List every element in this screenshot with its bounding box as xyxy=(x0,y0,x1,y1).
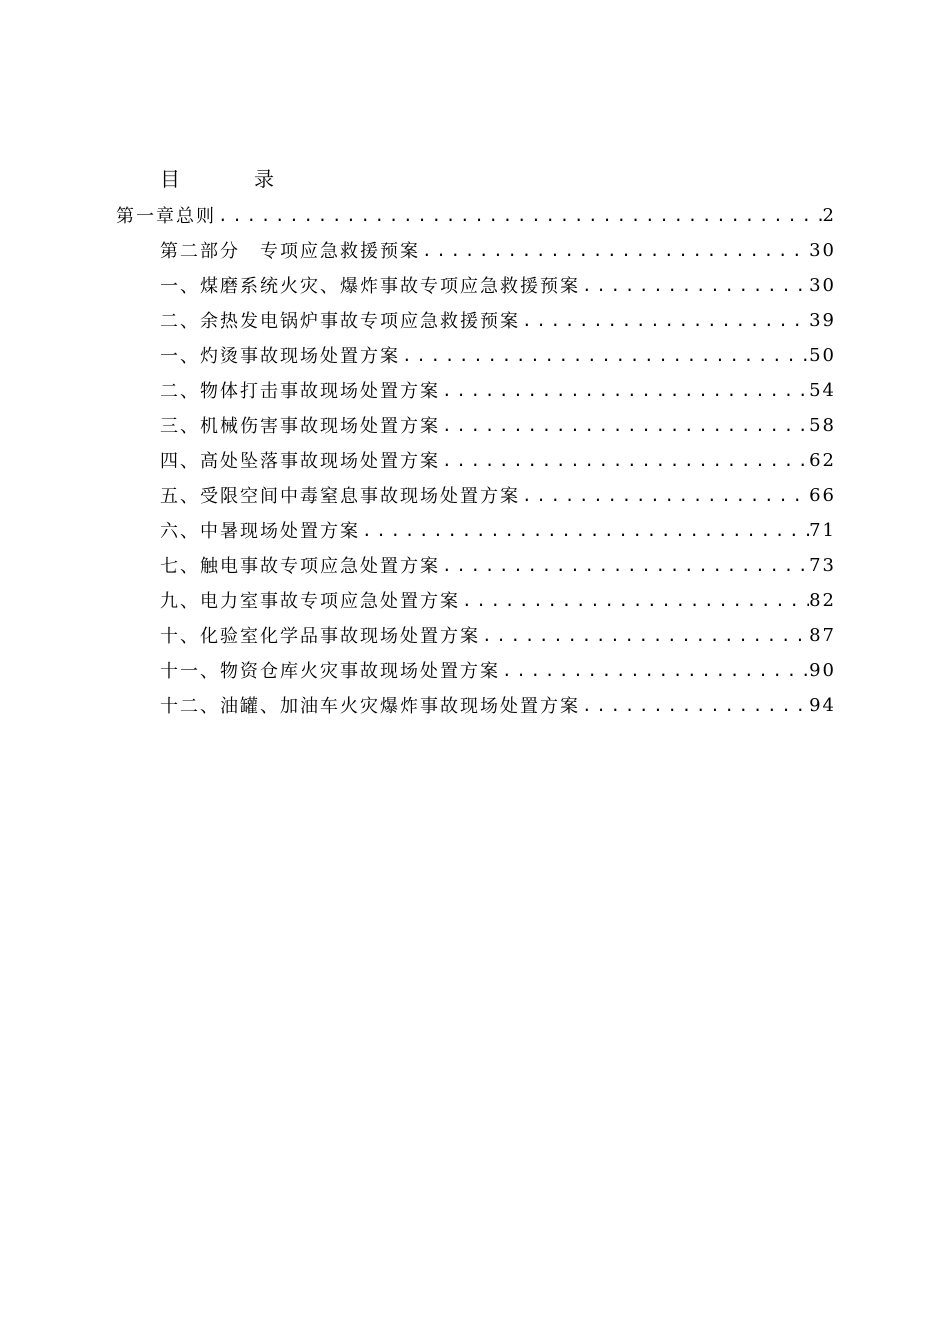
toc-entry[interactable] xyxy=(116,198,836,232)
toc-entry-label: 七、触电事故专项应急处置方案 xyxy=(160,556,440,577)
toc-entry[interactable] xyxy=(160,653,836,687)
toc-entry-page: 39 xyxy=(809,309,836,331)
toc-entry-label: 十二、油罐、加油车火灾爆炸事故现场处置方案 xyxy=(160,696,580,717)
dot-leader xyxy=(400,346,809,365)
dot-leader xyxy=(440,451,809,470)
toc-entry-page: 54 xyxy=(809,379,836,401)
toc-entry-label: 一、煤磨系统火灾、爆炸事故专项应急救援预案 xyxy=(160,276,580,297)
toc-entry-page: 2 xyxy=(822,204,836,226)
toc-title-part1: 目 xyxy=(160,167,180,191)
toc-title xyxy=(160,164,274,194)
toc-entry[interactable] xyxy=(160,443,836,477)
toc-entry-page: 73 xyxy=(809,554,836,576)
toc-entry-label: 十一、物资仓库火灾事故现场处置方案 xyxy=(160,661,500,682)
toc-entry-label: 第一章总则 xyxy=(116,206,216,227)
toc-entry[interactable] xyxy=(160,338,836,372)
toc-entry[interactable] xyxy=(160,268,836,302)
toc-entry[interactable] xyxy=(160,513,836,547)
toc-entry-page: 66 xyxy=(809,484,836,506)
dot-leader xyxy=(500,661,809,680)
dot-leader xyxy=(216,206,823,225)
toc-entry-label: 九、电力室事故专项应急处置方案 xyxy=(160,591,460,612)
toc-entry-page: 71 xyxy=(809,519,836,541)
dot-leader xyxy=(360,521,809,540)
toc-entry-page: 62 xyxy=(809,449,836,471)
toc-entry[interactable] xyxy=(160,548,836,582)
toc-entry[interactable] xyxy=(160,233,836,267)
dot-leader xyxy=(440,381,809,400)
dot-leader xyxy=(520,311,809,330)
toc-entry[interactable] xyxy=(160,583,836,617)
toc-entry-page: 30 xyxy=(809,239,836,261)
toc-entry-label: 三、机械伤害事故现场处置方案 xyxy=(160,416,440,437)
toc-entry[interactable] xyxy=(160,408,836,442)
toc-entry[interactable] xyxy=(160,688,836,722)
dot-leader xyxy=(460,591,809,610)
toc-title-part2: 录 xyxy=(254,167,274,191)
toc-entry-page: 94 xyxy=(809,694,836,716)
toc-entry-page: 30 xyxy=(809,274,836,296)
toc-entry-label: 一、灼烫事故现场处置方案 xyxy=(160,346,400,367)
toc-entry-label: 二、物体打击事故现场处置方案 xyxy=(160,381,440,402)
toc-entry[interactable] xyxy=(160,303,836,337)
toc-entry-label: 第二部分 专项应急救援预案 xyxy=(160,241,420,262)
toc-entry[interactable] xyxy=(160,618,836,652)
dot-leader xyxy=(580,276,809,295)
toc-entry-label: 六、中暑现场处置方案 xyxy=(160,521,360,542)
toc-entry-label: 二、余热发电锅炉事故专项应急救援预案 xyxy=(160,311,520,332)
toc-entry[interactable] xyxy=(160,478,836,512)
toc-entry-page: 50 xyxy=(809,344,836,366)
dot-leader xyxy=(420,241,809,260)
toc-entry-page: 87 xyxy=(809,624,836,646)
dot-leader xyxy=(520,486,809,505)
toc-entry-page: 58 xyxy=(809,414,836,436)
toc-entry-label: 五、受限空间中毒窒息事故现场处置方案 xyxy=(160,486,520,507)
toc-entry[interactable] xyxy=(160,373,836,407)
dot-leader xyxy=(480,626,809,645)
dot-leader xyxy=(440,416,809,435)
dot-leader xyxy=(580,696,809,715)
toc-entry-label: 四、高处坠落事故现场处置方案 xyxy=(160,451,440,472)
toc-entry-label: 十、化验室化学品事故现场处置方案 xyxy=(160,626,480,647)
dot-leader xyxy=(440,556,809,575)
toc-entry-page: 82 xyxy=(809,589,836,611)
toc-entry-page: 90 xyxy=(809,659,836,681)
